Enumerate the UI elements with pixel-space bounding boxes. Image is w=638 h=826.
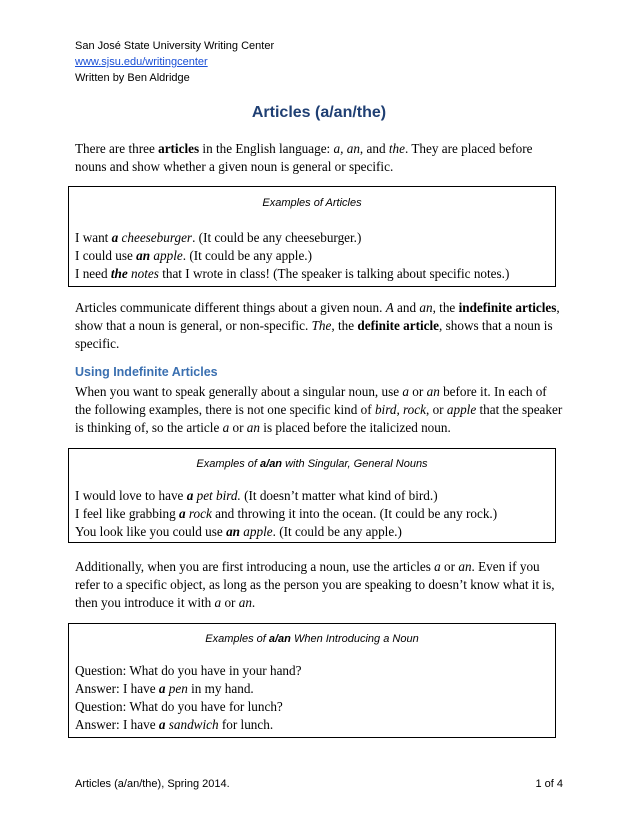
intro-paragraph: There are three articles in the English language: a, an, and the. They are placed before nouns and show whether a given noun is general or specific. <box>75 141 533 174</box>
examples-of-articles-box <box>68 186 556 287</box>
example-line: I need the notes that I wrote in class! (The speaker is talking about specific notes.) <box>75 266 510 281</box>
example-line: I want a cheeseburger. (It could be any cheeseburger.) <box>75 230 362 245</box>
writing-center-link[interactable]: www.sjsu.edu/writingcenter <box>75 56 208 68</box>
header-author: Written by Ben Aldridge <box>75 72 190 84</box>
example-line: Question: What do you have in your hand? <box>75 663 302 678</box>
box-caption: Examples of a/an with Singular, General Nouns <box>196 458 428 470</box>
box-lines <box>75 487 497 541</box>
articles-paragraph: Articles communicate different things about a given noun. A and an, the indefinite articles, show that a noun is general, or non-specific. The, the definite article, shows that a noun is specific. <box>75 300 560 351</box>
introducing-noun-box <box>68 623 556 738</box>
example-line: Answer: I have a sandwich for lunch. <box>75 717 274 732</box>
example-line: Question: What do you have for lunch? <box>75 699 283 714</box>
indefinite-paragraph: When you want to speak generally about a singular noun, use a or an before it. In each of the following examples, there is not one specific kind of bird, rock, or apple that the speaker is thinking of, so the article a or an is placed before the italicized noun. <box>75 384 563 435</box>
box-lines <box>75 662 301 734</box>
page-title: Articles (a/an/the) <box>251 104 387 121</box>
header-org: San José State University Writing Center <box>75 40 275 52</box>
box-caption: Examples of Articles <box>262 197 362 209</box>
box-lines <box>75 229 509 283</box>
example-line: Answer: I have a pen in my hand. <box>75 681 254 696</box>
footer-title: Articles (a/an/the), Spring 2014. <box>75 778 230 790</box>
header-url-line <box>75 54 208 70</box>
example-line: I would love to have a pet bird. (It doesn’t matter what kind of bird.) <box>75 488 438 503</box>
box-caption: Examples of a/an When Introducing a Noun <box>205 633 419 645</box>
section-heading: Using Indefinite Articles <box>75 365 218 379</box>
page-number: 1 of 4 <box>535 778 563 790</box>
example-line: I feel like grabbing a rock and throwing it into the ocean. (It could be any rock.) <box>75 506 498 521</box>
example-line: I could use an apple. (It could be any apple.) <box>75 248 312 263</box>
introducing-paragraph: Additionally, when you are first introducing a noun, use the articles a or an. Even if you refer to a specific object, as long as the person you are speaking to doesn’t know what it is, then you introduce it with a or an. <box>75 559 555 610</box>
example-line: You look like you could use an apple. (It could be any apple.) <box>75 524 402 539</box>
singular-general-nouns-box <box>68 448 556 543</box>
